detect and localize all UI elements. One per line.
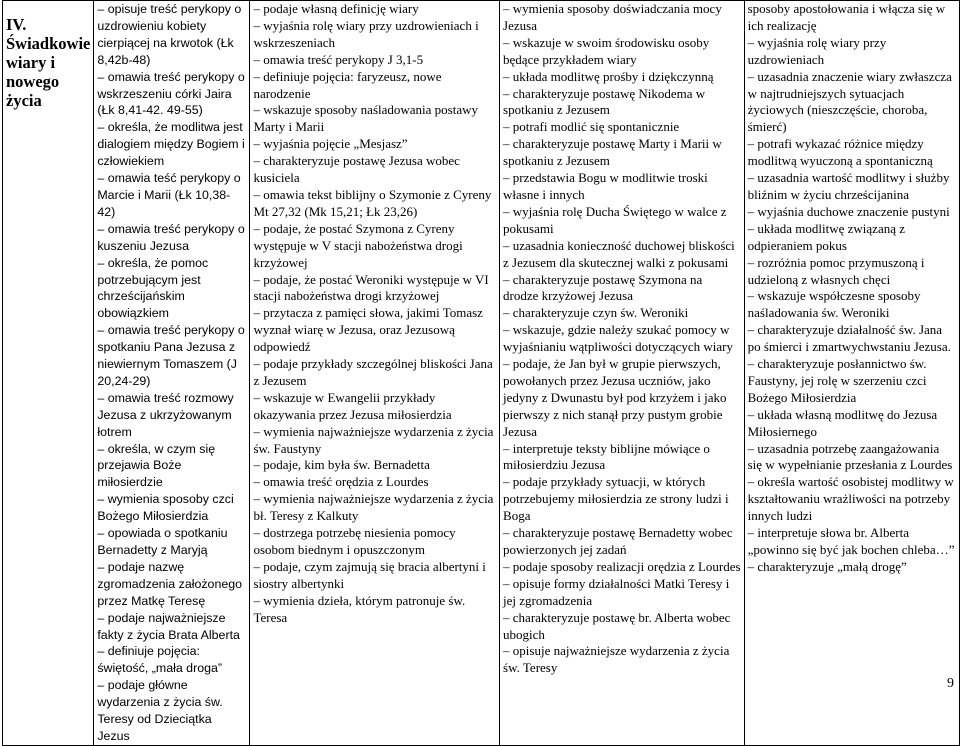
list-item: – wymienia dzieła, którym patronuje św. Teresa xyxy=(253,592,466,625)
list-item: – interpretuje słowa br. Alberta „powinno się być jak bochen chleba…” xyxy=(747,525,955,557)
list-item: – charakteryzuje „małą drogę” xyxy=(747,558,907,574)
list-item: – wymienia najważniejsze wydarzenia z życia bł. Teresy z Kalkuty xyxy=(253,491,494,524)
list-item: – charakteryzuje postawę Marty i Marii w spotkaniu z Jezusem xyxy=(503,136,722,169)
list-item: – charakteryzuje postawę br. Alberta wobec ubogich xyxy=(503,609,731,642)
list-item: – uzasadnia znaczenie wiary zwłaszcza w najtrudniejszych sytuacjach życiowych (nieszczęście, choroba, śmierć) xyxy=(747,68,952,135)
list-item: – interpretuje teksty biblijne mówiące o miłosierdziu Jezusa xyxy=(503,440,710,473)
list-item: – dostrzega potrzebę niesienia pomocy osobom biednym i opuszczonym xyxy=(253,525,456,557)
list-item: – charakteryzuje posłannictwo św. Faustyny, jej rolę w szerzeniu czci Bożego Miłosierdzia xyxy=(747,356,927,405)
list-item: – charakteryzuje postawę Bernadetty wobec powierzonych jej zadań xyxy=(503,525,733,557)
list-item: – określa, że pomoc potrzebującym jest chrześcijańskim obowiązkiem xyxy=(97,255,209,321)
requirements-table xyxy=(2,0,960,746)
list-item: – omawia treść perykopy o wskrzeszeniu córki Jaira (Łk 8,41-42. 49-55) xyxy=(97,69,245,118)
list-item: – potrafi wykazać różnice między modlitwą wyuczoną a spontaniczną xyxy=(747,136,933,169)
list-item: – opisuje najważniejsze wydarzenia z życia św. Teresy xyxy=(503,643,730,676)
list-item: – wskazuje w Ewangelii przykłady okazywania przez Jezusa miłosierdzia xyxy=(253,389,452,422)
list-item: – uzasadnia wartość modlitwy i służby bliźnim w życiu chrześcijanina xyxy=(747,170,950,202)
list-item: – opisuje treść perykopy o uzdrowieniu kobiety cierpiącej na krwotok (Łk 8,42b-48) xyxy=(97,2,242,67)
list-item: – potrafi modlić się spontanicznie xyxy=(503,119,680,135)
list-item: – podaje, że postać Szymona z Cyreny występuje w V stacji nabożeństwa drogi krzyżowej xyxy=(253,220,463,270)
list-item: – definiuje pojęcia: świętość, „mała droga” xyxy=(97,644,222,676)
list-item: – podaje przykłady szczególnej bliskości Jana z Jezusem xyxy=(253,356,493,388)
page-number: 9 xyxy=(947,676,954,691)
list-item: sposoby apostołowania i włącza się w ich realizację xyxy=(747,1,946,33)
section-title: IV. Świadkowie wiary i nowego życia xyxy=(6,15,91,110)
list-item: – charakteryzuje czyn św. Weroniki xyxy=(503,305,689,321)
list-item: – wyjaśnia rolę wiary przy uzdrowieniach i wskrzeszeniach xyxy=(253,17,479,50)
list-item: – definiuje pojęcia: faryzeusz, nowe narodzenie xyxy=(253,68,442,101)
list-item: – podaje, że Jan był w grupie pierwszych, powołanych przez Jezusa uczniów, jako jedyny z Dwunastu był pod krzyżem i jako pierwszy z nich stanął przy pustym grobie Jezusa xyxy=(503,356,727,439)
list-item: – układa modlitwę związaną z odpieraniem pokus xyxy=(747,220,906,253)
list-item: – omawia treść orędzia z Lourdes xyxy=(253,474,429,490)
list-item: – uzasadnia potrzebę zaangażowania się w wypełnianie przesłania z Lourdes xyxy=(747,440,953,473)
list-item: – podaje nazwę zgromadzenia założonego przez Matkę Teresę xyxy=(97,559,243,608)
list-item: – omawia treść rozmowy Jezusa z ukrzyżowanym łotrem xyxy=(97,390,234,439)
list-item: – omawia treść perykopy J 3,1-5 xyxy=(253,51,424,67)
list-item: – układa modlitwę prośby i dziękczynną xyxy=(503,68,714,84)
section-title-cell xyxy=(3,1,94,746)
list-item: – opowiada o spotkaniu Bernadetty z Maryją xyxy=(97,526,228,557)
list-item: – określa, w czym się przejawia Boże miłosierdzie xyxy=(97,441,216,490)
table-row xyxy=(3,1,960,746)
list-item: – układa własną modlitwę do Jezusa Miłosiernego xyxy=(747,406,938,439)
list-item: – omawia treść perykopy o spotkaniu Pana Jezusa z niewiernym Tomaszem (J 20,24-29) xyxy=(97,323,245,388)
column-1 xyxy=(94,1,250,746)
list-item: – omawia teść perykopy o Marcie i Marii (Łk 10,38-42) xyxy=(97,171,241,219)
list-item: – rozróżnia pomoc przymuszoną i udzieloną z własnych chęci xyxy=(747,254,925,287)
list-item: – wymienia sposoby czci Bożego Miłosierdzia xyxy=(97,492,234,524)
list-item: – wskazuje współczesne sposoby naśladowania św. Weroniki xyxy=(747,288,921,321)
list-item: – podaje, kim była św. Bernadetta xyxy=(253,457,430,473)
list-item: – podaje własną definicję wiary xyxy=(253,1,419,16)
list-item: – opisuje formy działalności Matki Teresy i jej zgromadzenia xyxy=(503,575,730,608)
list-item: – podaje główne wydarzenia z życia św. Teresy od Dzieciątka Jezus xyxy=(97,678,223,743)
list-item: – omawia treść perykopy o kuszeniu Jezusa xyxy=(97,221,245,253)
column-3 xyxy=(500,1,745,746)
column-2 xyxy=(250,1,500,746)
list-item: – wyjaśnia duchowe znaczenie pustyni xyxy=(747,203,950,219)
list-item: – omawia tekst biblijny o Szymonie z Cyreny Mt 27,32 (Mk 15,21; Łk 23,26) xyxy=(253,186,492,219)
list-item: – uzasadnia konieczność duchowej bliskości z Jezusem dla skutecznej walki z pokusami xyxy=(503,237,735,270)
list-item: – przytacza z pamięci słowa, jakimi Tomasz wyznał wiarę w Jezusa, oraz Jezusową odpowiedź xyxy=(253,305,483,355)
list-item: – charakteryzuje postawę Jezusa wobec kusiciela xyxy=(253,153,460,186)
list-item: – podaje najważniejsze fakty z życia Brata Alberta xyxy=(97,610,240,642)
list-item: – podaje, czym zajmują się bracia albertyni i siostry albertynki xyxy=(253,558,486,591)
list-item: – określa, że modlitwa jest dialogiem między Bogiem i człowiekiem xyxy=(97,120,245,169)
list-item: – wskazuje w swoim środowisku osoby będące przykładem wiary xyxy=(503,34,710,67)
list-item: – podaje przykłady sytuacji, w których potrzebujemy miłosierdzia ze strony ludzi i Boga xyxy=(503,474,729,524)
list-item: – wymienia sposoby doświadczania mocy Jezusa xyxy=(503,1,722,33)
list-item: – wyjaśnia rolę wiary przy uzdrowieniach xyxy=(747,34,887,67)
list-item: – charakteryzuje postawę Szymona na drodze krzyżowej Jezusa xyxy=(503,271,703,304)
list-item: – wyjaśnia rolę Ducha Świętego w walce z pokusami xyxy=(503,203,727,236)
list-item: – określa wartość osobistej modlitwy w kształtowaniu wrażliwości na potrzeby innych ludzi xyxy=(747,474,954,524)
list-item: – przedstawia Bogu w modlitwie troski własne i innych xyxy=(503,170,708,202)
list-item: – wyjaśnia pojęcie „Mesjasz” xyxy=(253,136,408,152)
list-item: – podaje, że postać Weroniki występuje w VI stacji nabożeństwa drogi krzyżowej xyxy=(253,271,489,304)
list-item: – charakteryzuje działalność św. Jana po śmierci i zmartwychwstaniu Jezusa. xyxy=(747,322,951,355)
list-item: – wymienia najważniejsze wydarzenia z życia św. Faustyny xyxy=(253,423,494,456)
list-item: – wskazuje sposoby naśladowania postawy Marty i Marii xyxy=(253,102,479,135)
list-item: – podaje sposoby realizacji orędzia z Lourdes xyxy=(503,558,741,574)
column-4 xyxy=(744,1,959,746)
list-item: – wskazuje, gdzie należy szukać pomocy w wyjaśnianiu wątpliwości dotyczących wiary xyxy=(503,322,733,355)
list-item: – charakteryzuje postawę Nikodema w spotkaniu z Jezusem xyxy=(503,85,706,118)
